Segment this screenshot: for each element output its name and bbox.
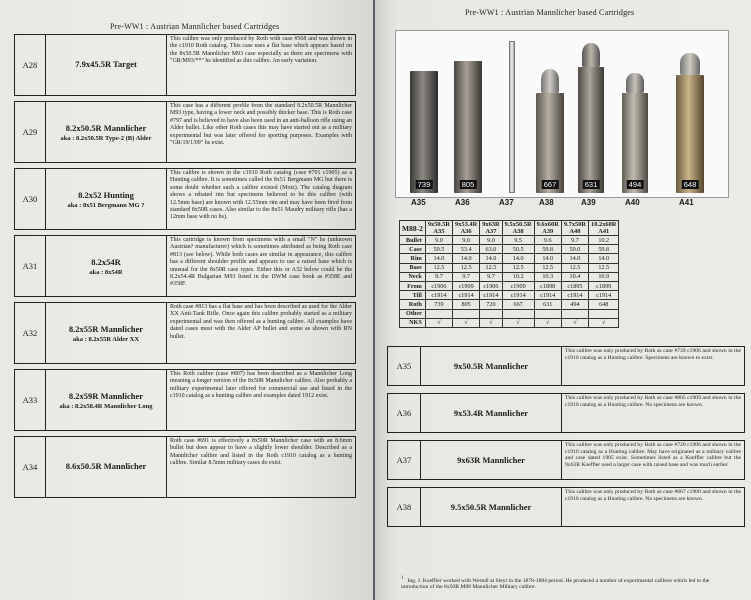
- entry-description: This calibre was only produced by Roth with case #568 and was shown in the c1910 Roth catalog. This case uses a flat base which appears based on the 8x50.5R Mannlicher M93 case especially as there are specimens with "GR/M93/**" hs identified as this calibre. An early variation.: [170, 36, 352, 65]
- table-row: [400, 272, 619, 281]
- entry-name: 8.2x54R: [91, 256, 121, 267]
- entry-aka: aka : 8.2x50.5R Type-2 (B) Alder: [60, 134, 152, 142]
- table-cell: 720: [480, 300, 502, 309]
- entry-name: 9.5x50.5R Mannlicher: [421, 488, 562, 526]
- table-cell: √: [561, 318, 588, 327]
- table-row: [400, 291, 619, 300]
- table-cell: 9.7: [453, 272, 480, 281]
- table-cell: 50.5: [502, 245, 534, 254]
- table-cell: 10.3: [534, 272, 561, 281]
- table-cell: 50.5: [425, 245, 452, 254]
- entry-number: A38: [388, 488, 421, 526]
- entry-aka: aka : 8.2x58.4R Mannlicher Long: [59, 402, 153, 410]
- table-cell: 667: [502, 300, 534, 309]
- table-cell: 59.8: [534, 245, 561, 254]
- table-cell: 12.5: [502, 263, 534, 272]
- table-cell: 9.7: [561, 236, 588, 245]
- table-cell: [534, 309, 561, 318]
- entry-name: 8.2x55R Mannlicher: [68, 323, 144, 334]
- row-label: Neck: [400, 272, 426, 281]
- table-cell: 50.0: [561, 245, 588, 254]
- table-cell: 9.0: [480, 236, 502, 245]
- entry-name: 9x63R Mannlicher: [421, 441, 562, 479]
- entry-description: Roth case #813 has a flat base and has been described as used for the Alder XX Anti-Tank Rifle. Once again this calibre probably started as a military experimental and was then offered as a hunting calibre. All examples have dated cases most with the Alder AP bullet and some as shown with RN bullet.: [170, 304, 352, 340]
- entry-description: This cartridge is known from specimens with a small "N" hs (unknown Austrian? manufacturer) which is sometimes attributed as being Roth case #813 (see below). While both cases are similar in appearance, this calibre has a different shoulder profile and appears to use a raised base which is unusual for the 8x50R case types. Either this or A32 below could be the 8.2x54.4R Bulgarian M93 listed in the DWM case book as #358E and #358F.: [170, 237, 352, 288]
- table-cell: 9.0: [425, 236, 452, 245]
- column-id: A35: [433, 228, 445, 235]
- entry-a36: [387, 393, 745, 433]
- table-cell: c1914: [480, 291, 502, 300]
- entry-a34: [14, 436, 356, 498]
- entry-description: This calibre is shown in the c1910 Roth catalog (case #701 c1905) as a Hunting calibre. It is sometimes called the 8x51 Bergmann MG but there is some doubt whether such a calibre existed (Motz). The catalog diagram shows a rebated rim but specimens believed to be this calibre (with 12.5mm base) are known with 12.55mm rim and may have been fired from standard 8x50R cases. Also similar to the 8x51 Maudry military rifle (has a 12mm base with no hs).: [170, 170, 352, 221]
- column-calibre: 9.6x60R: [536, 221, 559, 228]
- table-cell: 14.0: [480, 254, 502, 263]
- column-calibre: 9.7x50R: [563, 221, 587, 228]
- table-cell: 14.0: [534, 254, 561, 263]
- table-row: [400, 263, 619, 272]
- column-header: [561, 221, 588, 236]
- entry-number: A35: [388, 347, 421, 385]
- row-label: Other: [400, 309, 426, 318]
- column-calibre: 10.2x60R: [591, 221, 617, 228]
- table-cell: 9.5: [502, 236, 534, 245]
- table-cell: c1898: [534, 281, 561, 290]
- entry-name-cell: [46, 236, 167, 296]
- cartridge-a40: [622, 73, 648, 193]
- table-row: [400, 309, 619, 318]
- entry-name-cell: [46, 303, 167, 363]
- table-cell: 739: [425, 300, 452, 309]
- column-id: A38: [512, 228, 524, 235]
- table-row: [400, 254, 619, 263]
- column-id: A39: [542, 228, 554, 235]
- entry-number: A33: [15, 370, 46, 430]
- footnote: [401, 576, 731, 591]
- table-cell: 12.5: [534, 263, 561, 272]
- cartridge-a37: [506, 35, 518, 193]
- table-cell: c1914: [561, 291, 588, 300]
- cartridge-a38: [536, 69, 564, 193]
- row-label: Roth: [400, 300, 426, 309]
- case-number-tag: 739: [417, 180, 431, 189]
- entry-aka: aka : 8x51 Bergmann MG ?: [67, 201, 145, 209]
- table-cell: c1914: [453, 291, 480, 300]
- row-label: From: [400, 281, 426, 290]
- entry-a38: [387, 487, 745, 527]
- table-cell: 9.7: [480, 272, 502, 281]
- table-cell: 14.0: [561, 254, 588, 263]
- table-cell: c1914: [425, 291, 452, 300]
- table-cell: 53.4: [453, 245, 480, 254]
- cartridge-id: A36: [455, 198, 470, 207]
- column-calibre: 9x63R: [482, 221, 500, 228]
- table-cell: 14.0: [453, 254, 480, 263]
- cartridge-id: A35: [411, 198, 426, 207]
- table-cell: [589, 309, 619, 318]
- entry-a30: [14, 168, 356, 230]
- entry-name: 8.2x50.5R Mannlicher: [65, 122, 147, 133]
- entry-number: A30: [15, 169, 46, 229]
- entry-a29: [14, 101, 356, 163]
- entry-name-cell: [46, 35, 167, 95]
- table-cell: 494: [561, 300, 588, 309]
- entry-name-cell: [46, 102, 167, 162]
- table-row: [400, 318, 619, 327]
- table-cell: c1906: [480, 281, 502, 290]
- table-cell: 10.2: [589, 236, 619, 245]
- column-id: A40: [569, 228, 581, 235]
- right-running-head: Pre-WW1 : Austrian Mannlicher based Cartridges: [465, 8, 635, 17]
- entry-number: A32: [15, 303, 46, 363]
- entry-description: This calibre was only produced by Roth as case #739 c1906 and shown in the c1910 catalog as a Hunting calibre. Specimens are known to exist.: [565, 348, 741, 361]
- dimensions-table: [399, 220, 619, 328]
- column-calibre: 9x53.4R: [455, 221, 478, 228]
- entry-number: A29: [15, 102, 46, 162]
- entry-description: This calibre was only produced by Roth as case #720 c1906 and shown in the c1910 catalog as a Hunting calibre. May have originated as a military calibre and case dated 1905 exist. Sometimes listed as a Koeffler calibre but the 9x63R Koeffler used a larger case with raised base and was much earlier.: [565, 442, 741, 468]
- cartridge-a41: [676, 53, 704, 193]
- footnote-text: Ing. J. Koeffler worked with Werndl at Steyr in the 1878-1884 period. He produced a number of experimental calibres which led to the introduction of the 8x50R M88 Mannlicher Military calibre.: [401, 577, 710, 591]
- column-header: [425, 221, 452, 236]
- entry-description: Roth case #691 is effectively a 8x50R Mannlicher case with an 8.6mm bullet but does appear to have a slightly lower shoulder. Described as a Mannlicher calibre and listed in the Roth c1910 catalog as a hunting calibre. Similar 8.5mm military cases do exist.: [170, 438, 352, 467]
- case-number-tag: 648: [683, 180, 697, 189]
- table-row: [400, 300, 619, 309]
- table-row: [400, 281, 619, 290]
- table-header-row: [400, 221, 619, 236]
- table-cell: [453, 309, 480, 318]
- row-label: Rim: [400, 254, 426, 263]
- table-cell: 631: [534, 300, 561, 309]
- entry-a35: [387, 346, 745, 386]
- table-cell: 12.5: [589, 263, 619, 272]
- table-cell: √: [480, 318, 502, 327]
- table-cell: 12.5: [425, 263, 452, 272]
- case-number-tag: 667: [543, 180, 557, 189]
- table-cell: 14.0: [502, 254, 534, 263]
- entry-description: This case has a different profile from the standard 8.2x50.5R Mannlicher M93 type, having a lower neck and possibly thicker base. This is Roth case #797 and is believed to have also been used in an anti-balloon rifle using an Alder bullet. Like other Roth cases this may have started out as a military experimental but was later offered for sporting purposes. Examples with "GR/19/1/09" hs exist.: [170, 103, 352, 147]
- table-cell: 59.8: [589, 245, 619, 254]
- entry-number: A37: [388, 441, 421, 479]
- entry-aka: aka : 8x54R: [89, 268, 123, 276]
- column-header: [534, 221, 561, 236]
- table-cell: 9.0: [453, 236, 480, 245]
- table-cell: √: [534, 318, 561, 327]
- table-cell: 9.7: [425, 272, 452, 281]
- entry-number: A36: [388, 394, 421, 432]
- column-header: [453, 221, 480, 236]
- entry-aka: aka : 8.2x55R Alder XX: [72, 335, 140, 343]
- left-page: [0, 0, 373, 600]
- cartridge-a39: [578, 43, 604, 193]
- row-label: Bullet: [400, 236, 426, 245]
- row-label: Case: [400, 245, 426, 254]
- table-cell: 10.4: [561, 272, 588, 281]
- table-cell: 14.0: [589, 254, 619, 263]
- cartridge-id: A41: [679, 198, 694, 207]
- row-label: Base: [400, 263, 426, 272]
- table-cell: c1906: [425, 281, 452, 290]
- column-header: [589, 221, 619, 236]
- table-cell: √: [502, 318, 534, 327]
- entry-a33: [14, 369, 356, 431]
- right-page: [375, 0, 751, 600]
- entry-number: A34: [15, 437, 46, 497]
- left-entries: [14, 34, 356, 503]
- table-cell: c1895: [561, 281, 588, 290]
- row-label: NKS: [400, 318, 426, 327]
- table-cell: 9.6: [534, 236, 561, 245]
- case-number-tag: 631: [584, 180, 598, 189]
- entry-a28: [14, 34, 356, 96]
- entry-name: 8.6x50.5R Mannlicher: [65, 461, 147, 471]
- cartridge-id-row: [395, 198, 727, 210]
- table-cell: 805: [453, 300, 480, 309]
- entry-name-cell: [46, 370, 167, 430]
- entry-name: 7.9x45.5R Target: [75, 59, 137, 69]
- column-id: A41: [598, 228, 610, 235]
- table-cell: [425, 309, 452, 318]
- case-number-tag: 805: [461, 180, 475, 189]
- cartridge-id: A40: [625, 198, 640, 207]
- footnote-marker: 1: [401, 576, 404, 581]
- entry-a31: [14, 235, 356, 297]
- cartridge-a35: [410, 53, 438, 193]
- table-cell: √: [425, 318, 452, 327]
- table-cell: c1914: [534, 291, 561, 300]
- entry-number: A31: [15, 236, 46, 296]
- entry-name: 9x50.5R Mannlicher: [421, 347, 562, 385]
- entry-number: A28: [15, 35, 46, 95]
- column-id: A37: [485, 228, 497, 235]
- table-cell: c1900: [502, 281, 534, 290]
- entry-description: This calibre was only produced by Roth as case #667 c1900 and shown in the c1910 catalog as a Hunting calibre. No specimens are known.: [565, 489, 741, 502]
- entry-a37: [387, 440, 745, 480]
- cartridge-id: A37: [499, 198, 514, 207]
- column-calibre: 9.5x50.5R: [504, 221, 532, 228]
- table-cell: c1914: [502, 291, 534, 300]
- table-row: [400, 245, 619, 254]
- entry-a32: [14, 302, 356, 364]
- table-cell: √: [453, 318, 480, 327]
- table-cell: c1909: [453, 281, 480, 290]
- table-cell: 10.9: [589, 272, 619, 281]
- table-cell: 12.5: [480, 263, 502, 272]
- left-running-head: Pre-WW1 : Austrian Mannlicher based Cartridges: [110, 22, 280, 31]
- entry-name-cell: [46, 169, 167, 229]
- entry-name: 9x53.4R Mannlicher: [421, 394, 562, 432]
- table-corner: M88-2: [400, 221, 426, 236]
- table-cell: √: [589, 318, 619, 327]
- cartridge-photo: [395, 30, 729, 198]
- right-entries: [387, 346, 745, 534]
- cartridge-id: A38: [539, 198, 554, 207]
- table-cell: [561, 309, 588, 318]
- entry-name: 8.2x52 Hunting: [78, 189, 134, 200]
- entry-name-cell: [46, 437, 167, 497]
- table-cell: 10.2: [502, 272, 534, 281]
- table-cell: 12.5: [453, 263, 480, 272]
- column-id: A36: [460, 228, 472, 235]
- column-header: [480, 221, 502, 236]
- table-cell: 12.5: [561, 263, 588, 272]
- entry-description: This calibre was only produced by Roth as case #805 c1909 and shown in the c1910 catalog as a Hunting calibre. No specimens are known.: [565, 395, 741, 408]
- row-label: Till: [400, 291, 426, 300]
- cartridge-id: A39: [581, 198, 596, 207]
- table-cell: 63.0: [480, 245, 502, 254]
- entry-name: 8.2x59R Mannlicher: [68, 390, 144, 401]
- column-calibre: 9x50.5R: [427, 221, 451, 228]
- table-cell: [502, 309, 534, 318]
- table-cell: 14.0: [425, 254, 452, 263]
- table-cell: [480, 309, 502, 318]
- entry-description: This Roth calibre (case #807) has been described as a Mannlicher Long meaning a longer version of the 8x50R Mannlicher calibre. Also probably a military experimental later offered for commercial use and listed in the c1910 catalog as a hunting calibre and examples dated 1912 exist.: [170, 371, 352, 400]
- cartridge-a36: [454, 43, 482, 193]
- column-header: [502, 221, 534, 236]
- table-cell: 648: [589, 300, 619, 309]
- case-number-tag: 494: [628, 180, 642, 189]
- table-cell: c1914: [589, 291, 619, 300]
- table-cell: c1899: [589, 281, 619, 290]
- table-row: [400, 236, 619, 245]
